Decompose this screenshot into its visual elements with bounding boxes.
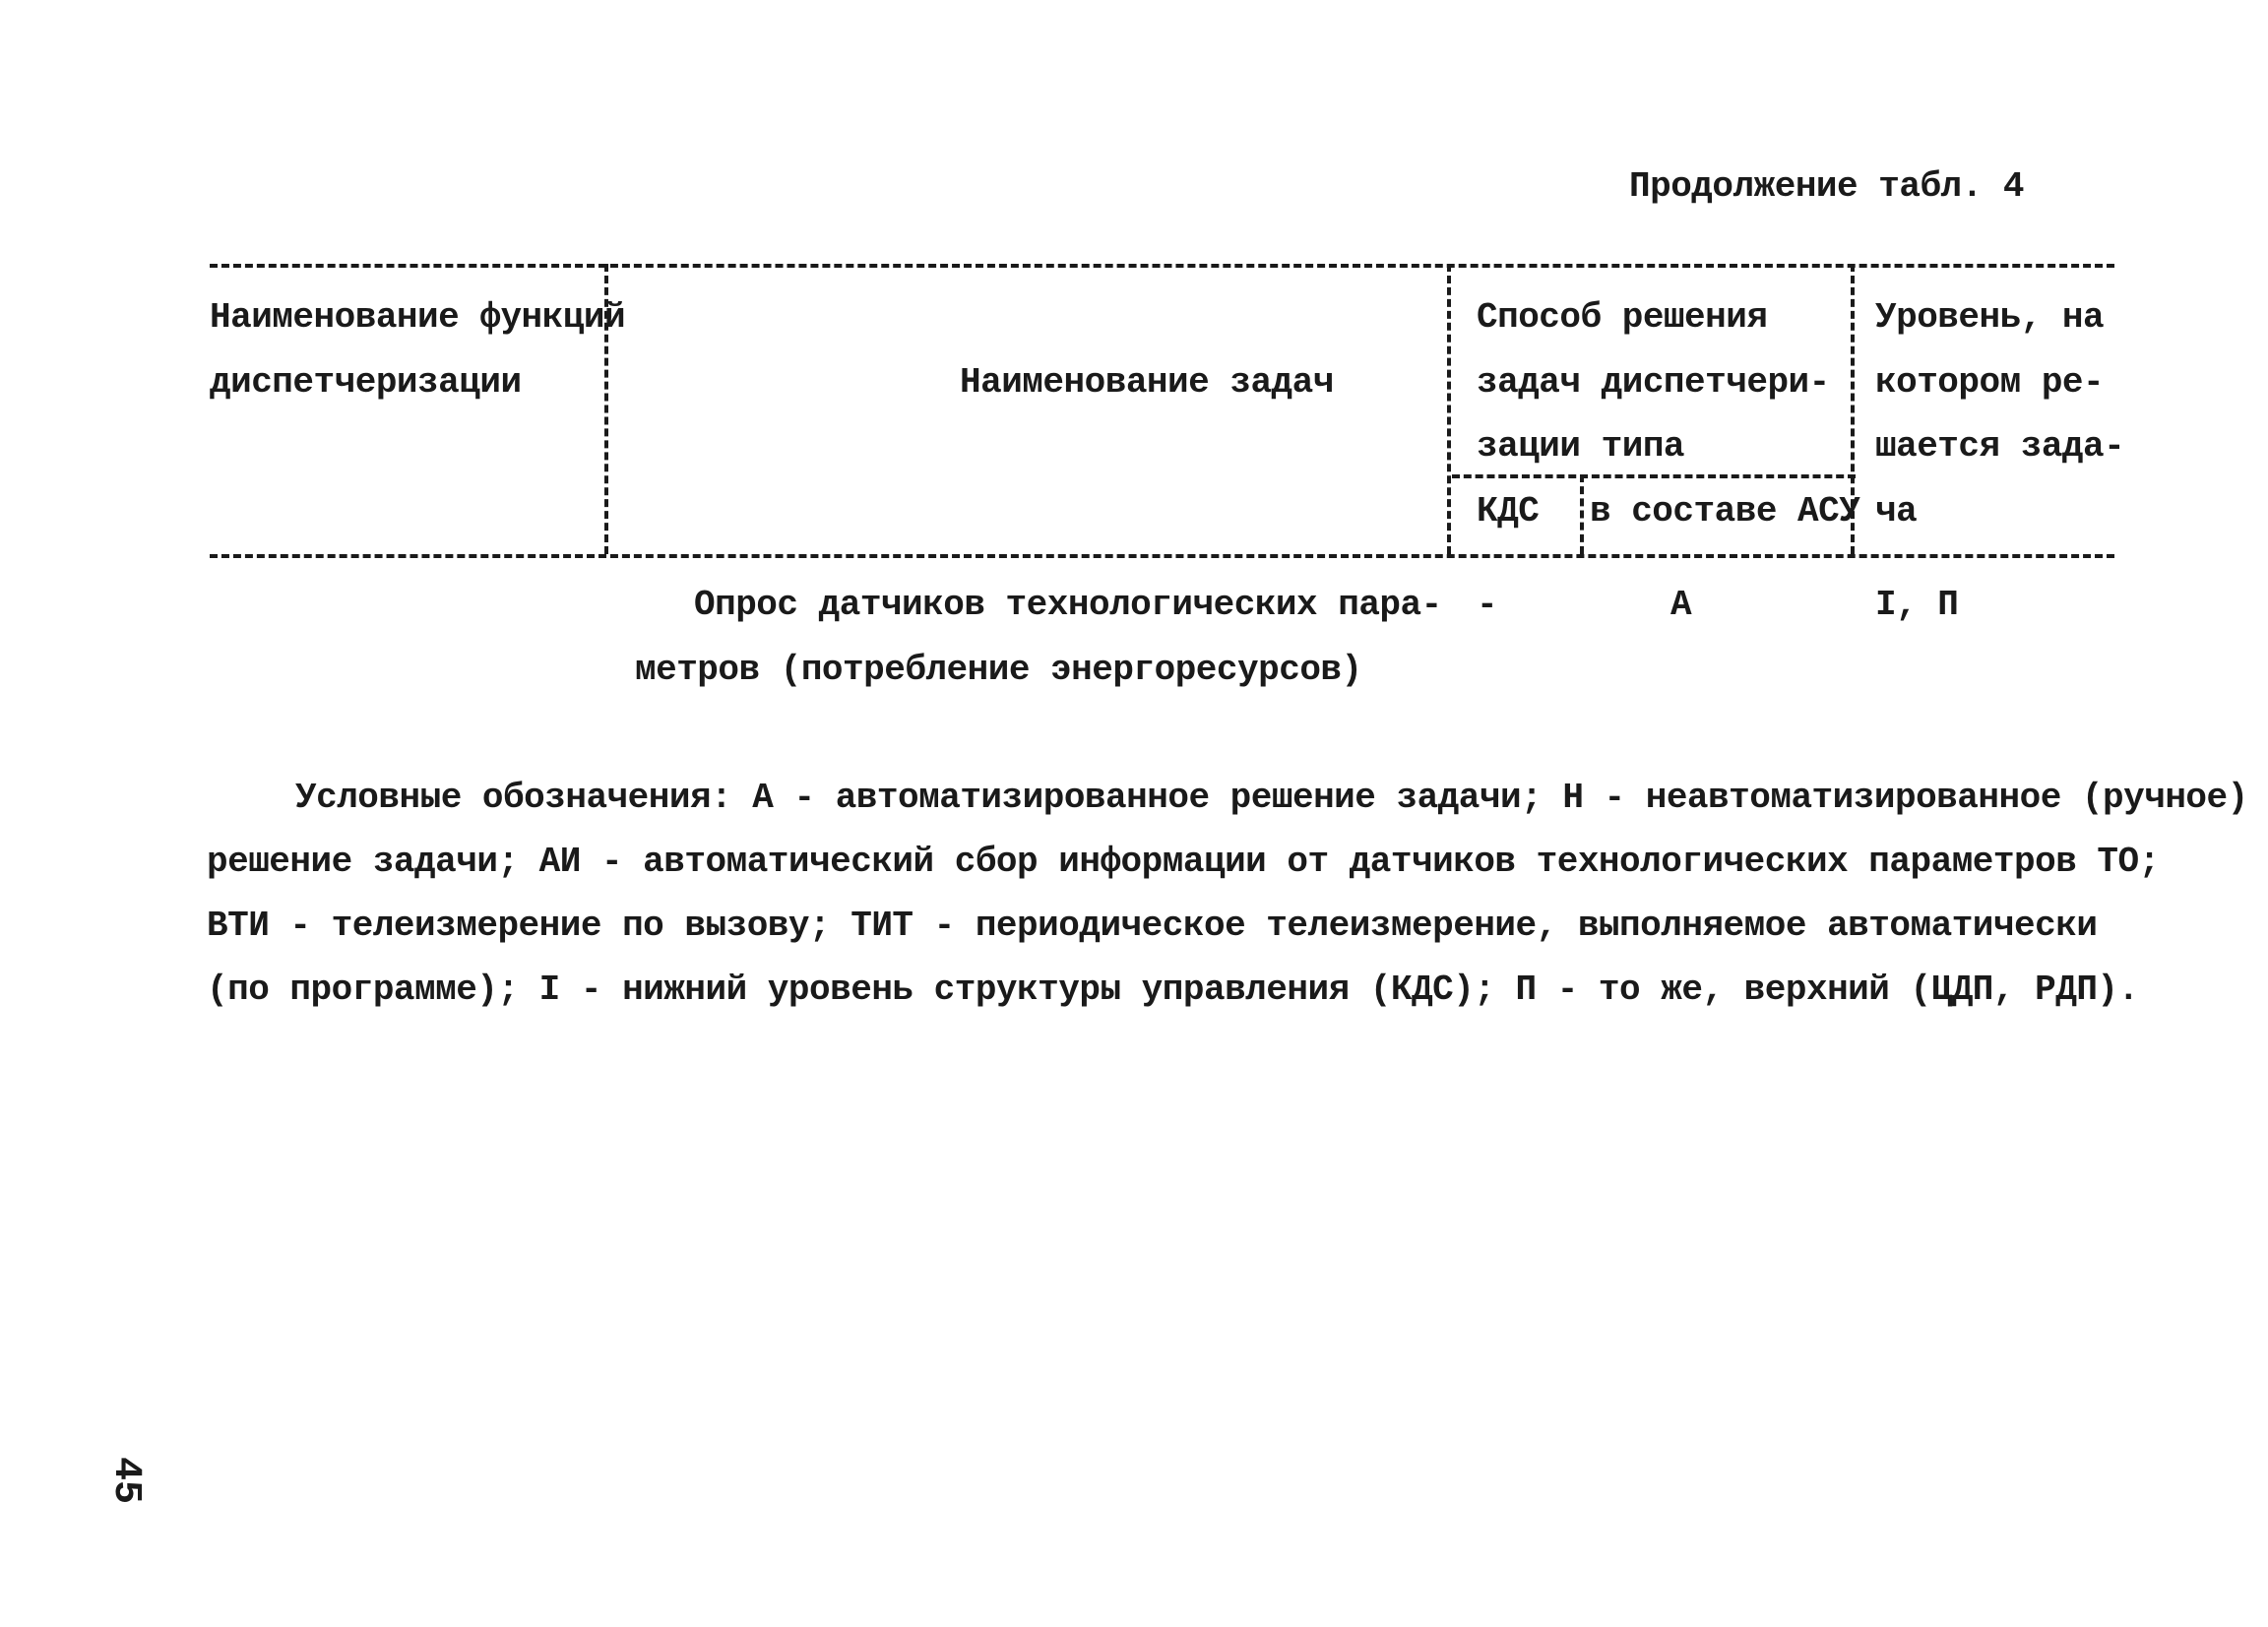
header-method-asu: в составе АСУ (1590, 491, 1860, 532)
row-kds-value: - (1477, 585, 1498, 625)
col-divider-2 (1447, 264, 1451, 554)
page-number: 45 (103, 1457, 148, 1505)
row-level-value: I, П (1875, 585, 1959, 625)
header-level-line2: котором ре- (1875, 362, 2105, 403)
header-method-line2: задач диспетчери- (1477, 362, 1830, 403)
header-level-line4: ча (1875, 491, 1918, 532)
table-caption: Продолжение табл. 4 (1629, 166, 2024, 207)
row-task-line1: Опрос датчиков технологических пара- (694, 585, 1442, 625)
header-function-name-line2: диспетчеризации (210, 362, 522, 403)
table-top-rule (210, 264, 2114, 268)
method-sub-rule (1452, 474, 1856, 478)
header-level-line3: шается зада- (1875, 426, 2125, 467)
method-sub-divider (1580, 474, 1584, 554)
header-method-line1: Способ решения (1477, 297, 1768, 338)
notes-line-1: Условные обозначения: А - автоматизированное решение задачи; Н - неавтоматизированное (ручное) (295, 778, 2248, 818)
notes-line-3: ВТИ - телеизмерение по вызову; ТИТ - периодическое телеизмерение, выполняемое автоматически (207, 906, 2098, 946)
header-bottom-rule (210, 554, 2114, 558)
notes-line-4: (по программе); I - нижний уровень структуры управления (КДС); П - то же, верхний (ЦДП, РДП). (207, 970, 2139, 1010)
row-task-line2: метров (потребление энергоресурсов) (635, 650, 1362, 690)
row-asu-value: А (1670, 585, 1692, 625)
header-task-name: Наименование задач (960, 362, 1334, 403)
notes-line-2: решение задачи; АИ - автоматический сбор информации от датчиков технологических параметров ТО; (207, 842, 2160, 882)
header-method-line3: зации типа (1477, 426, 1685, 467)
header-method-kds: КДС (1477, 491, 1540, 532)
header-level-line1: Уровень, на (1875, 297, 2105, 338)
header-function-name-line1: Наименование функций (210, 297, 626, 338)
